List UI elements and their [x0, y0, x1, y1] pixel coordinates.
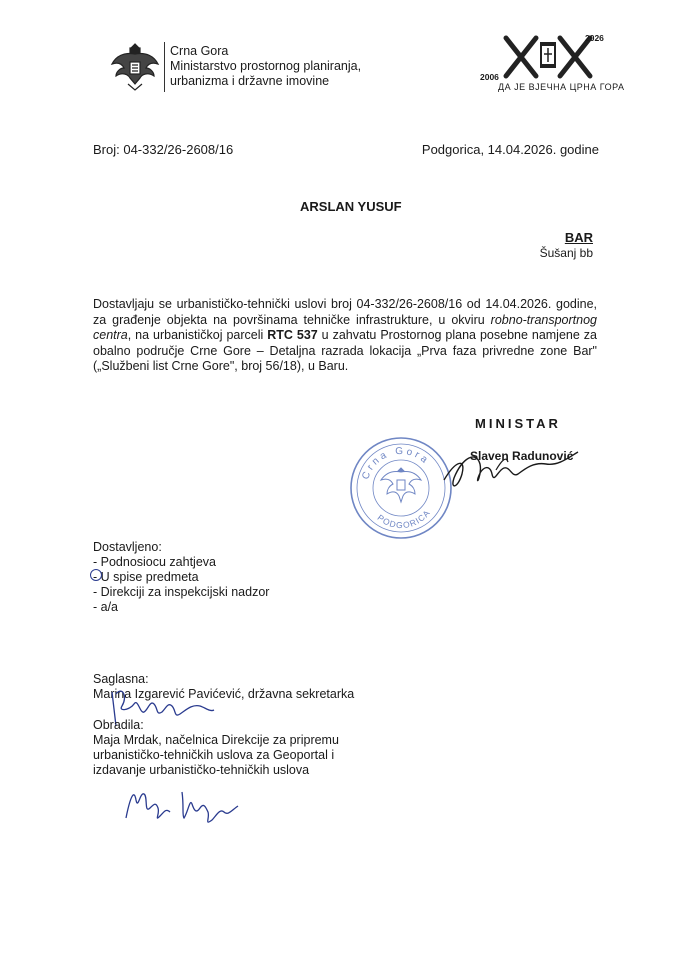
svg-text:PODGORICA [376, 508, 433, 531]
recipient-name: ARSLAN YUSUF [300, 199, 402, 214]
delivery-label: Dostavljeno: [93, 540, 162, 554]
processed-line1: Maja Mrdak, načelnica Direkcije za pripremu [93, 733, 339, 747]
minister-name: Slaven Radunović [470, 449, 574, 463]
stamp-bottom-text: PODGORICA [375, 507, 433, 531]
parcel-id: RTC 537 [267, 328, 318, 342]
body-part1: Dostavljaju se urbanističko-tehnički uslovi broj 04-332/26-2608/16 od 14.04.2026. godine, za građenje objekta na površinama tehničke infrastrukture, u okviru [93, 297, 597, 327]
anniversary-end-year: 2026 [585, 33, 604, 43]
ministry-name-line1: Ministarstvo prostornog planiranja, [170, 59, 362, 73]
recipient-city: BAR [564, 230, 593, 245]
processed-block [93, 718, 339, 778]
ministry-header [170, 44, 361, 89]
coat-of-arms-icon [106, 38, 164, 94]
place-date: Podgorica, 14.04.2026. godine [421, 142, 599, 157]
minister-signature [436, 440, 586, 500]
svg-text:Crna Gora [360, 446, 431, 481]
reference-number: Broj: 04-332/26-2608/16 [93, 142, 234, 157]
body-paragraph [93, 297, 597, 375]
handwritten-circle-mark [90, 569, 102, 581]
body-part2: , na urbanističkoj parceli [127, 328, 268, 342]
body-italic: robno-transportnog centra [93, 312, 597, 342]
stamp-top-text: Crna Gora [360, 445, 432, 482]
delivery-item: - Podnosiocu zahtjeva [93, 555, 216, 569]
anniversary-motto: ДА ЈЕ ВЈЕЧНА ЦРНА ГОРА [498, 82, 625, 92]
author-signature [120, 778, 250, 828]
agreed-label: Saglasna: [93, 672, 149, 686]
country-name: Crna Gora [170, 44, 229, 58]
delivery-item: - U spise predmeta [93, 570, 199, 584]
ministry-name-line2: urbanizma i državne imovine [170, 74, 330, 88]
anniversary-start-year: 2006 [480, 72, 499, 82]
delivery-item: - Direkciji za inspekcijski nadzor [93, 585, 270, 599]
delivery-item: - a/a [93, 600, 119, 614]
body-part3: u zahvatu Prostornog plana posebne namjene za obalno područje Crne Gore – Detaljna razrada lokacija „Prva faza privredne zone Bar" („Službeni list Crne Gore", broj 56/18), u Baru. [93, 328, 597, 373]
processed-line2: urbanističko-tehničkih uslova za Geoportal i [93, 748, 335, 762]
processed-label: Obradila: [93, 718, 144, 732]
recipient-street: Šušanj bb [539, 246, 593, 260]
processed-line3: izdavanje urbanističko-tehničkih uslova [93, 763, 310, 777]
delivery-list [93, 540, 269, 615]
agreed-person: Marina Izgarević Pavićević, državna sekretarka [93, 687, 355, 701]
minister-title: MINISTAR [475, 416, 561, 431]
header-divider [164, 42, 165, 92]
